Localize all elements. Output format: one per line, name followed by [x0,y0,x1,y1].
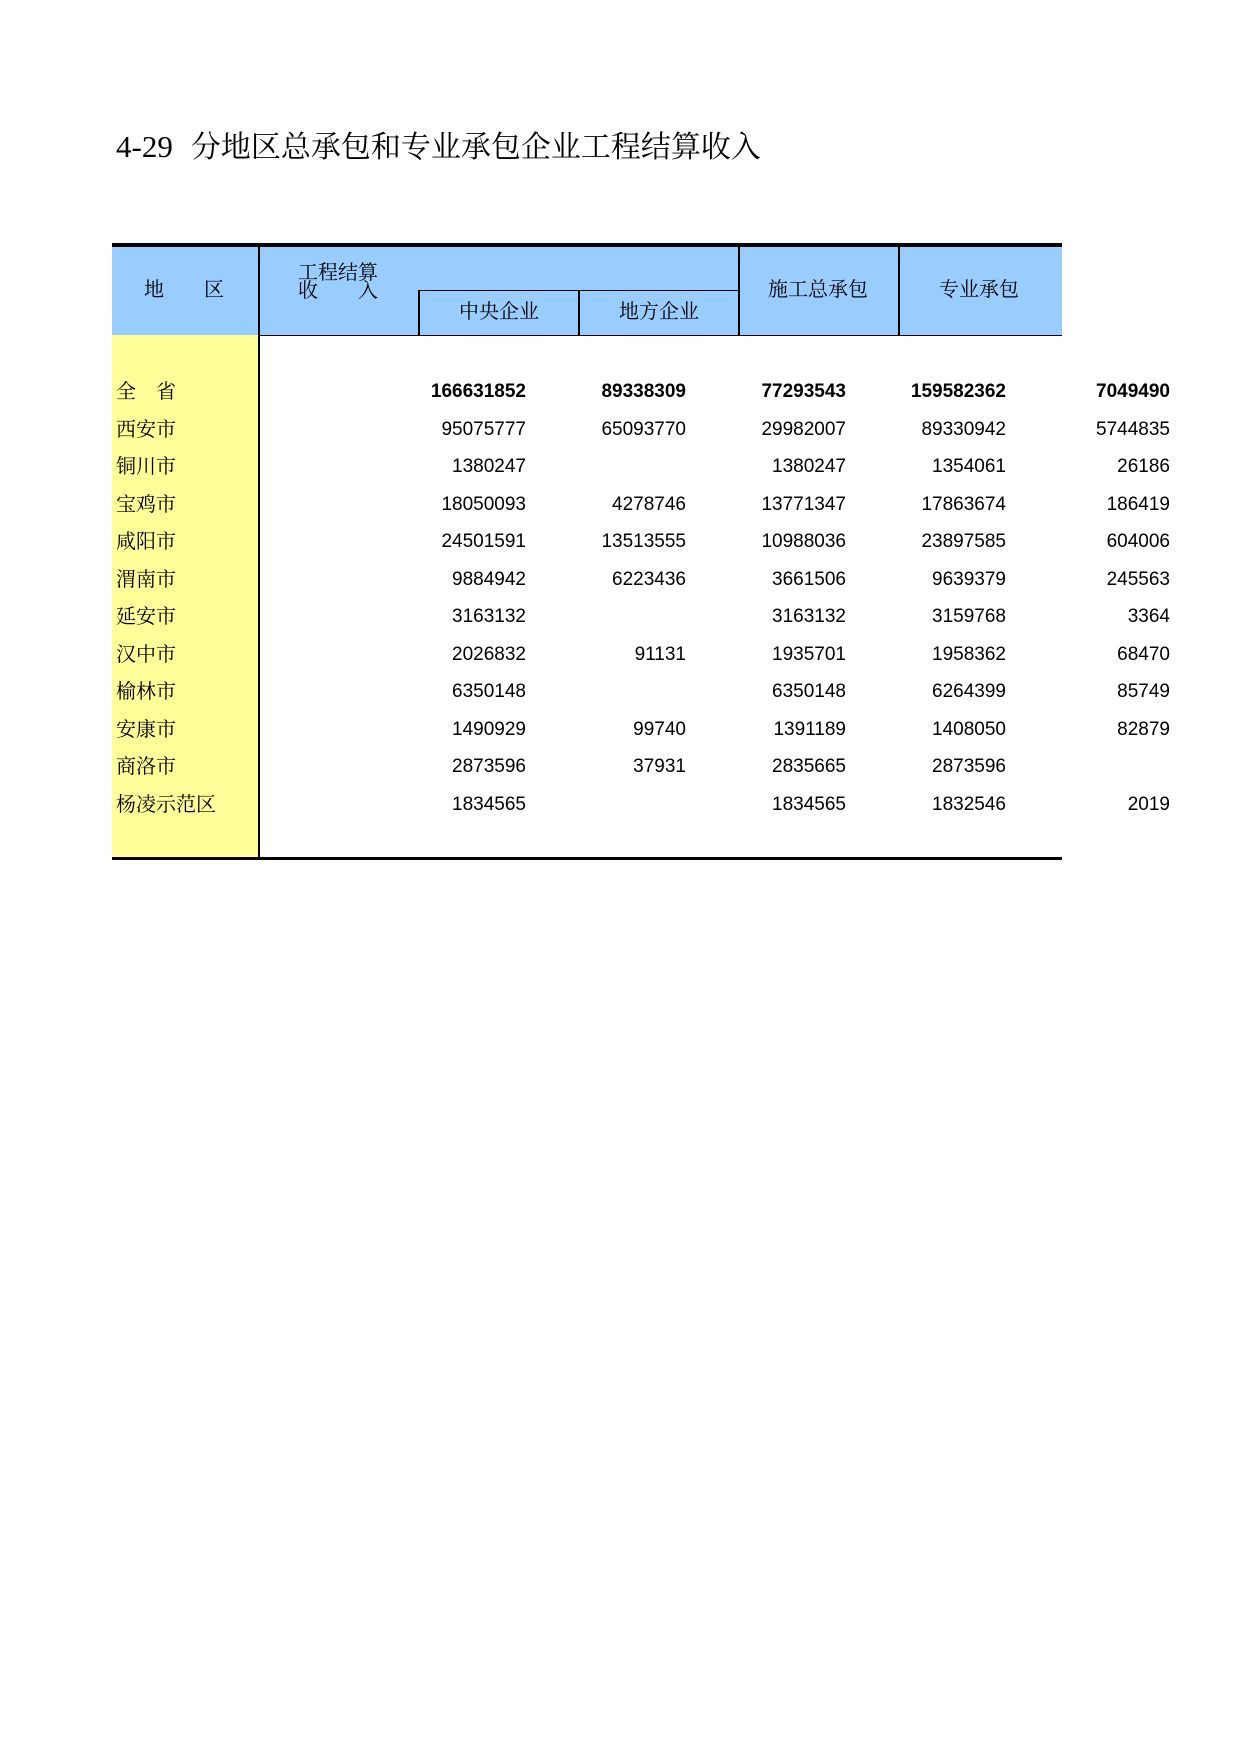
cell-region: 延安市 [116,604,176,628]
cell-local: 6350148 [772,681,846,702]
cell-local: 3661506 [772,568,846,590]
cell-local: 29982007 [761,418,846,440]
cell-central [528,786,686,823]
cell-income: 2873596 [452,756,526,777]
table-title-text: 分地区总承包和专业承包企业工程结算收入 [190,130,761,165]
cell-central [528,598,686,635]
cell-local: 77293543 [761,381,846,402]
divider-local [578,291,580,335]
table-row [112,486,1170,523]
cell-specialty-contract: 3364 [1127,606,1170,627]
cell-central [528,673,686,710]
cell-local: 1380247 [772,456,846,477]
cell-local: 1935701 [772,643,846,665]
cell-local: 2835665 [772,756,846,777]
cell-income: 1380247 [452,456,526,477]
cell-general-contract: 1354061 [932,456,1006,477]
cell-region: 全 省 [116,379,176,403]
cell-specialty-contract: 2019 [1127,793,1170,815]
cell-central: 13513555 [601,531,686,552]
header-income-line2: 收 入 [298,278,378,302]
cell-income: 2026832 [452,643,526,665]
table-row [112,673,1170,710]
cell-specialty-contract: 604006 [1106,531,1170,552]
cell-region: 汉中市 [116,641,176,666]
cell-region: 安康市 [116,716,176,741]
cell-region: 渭南市 [116,566,176,591]
cell-local: 10988036 [761,531,846,552]
table-row [112,373,1170,410]
cell-income: 24501591 [441,531,526,552]
cell-income: 3163132 [452,606,526,627]
table-header [112,247,1062,336]
table-number: 4-29 [116,129,173,164]
cell-central: 65093770 [601,418,686,440]
cell-specialty-contract: 26186 [1117,456,1170,477]
page-title [116,122,761,166]
cell-income: 18050093 [441,493,526,515]
cell-specialty-contract [1008,748,1170,785]
cell-local: 1834565 [772,793,846,815]
divider-general [738,247,740,335]
cell-specialty-contract: 68470 [1117,643,1170,665]
header-general-contract: 施工总承包 [768,277,868,301]
cell-region: 宝鸡市 [116,491,176,516]
cell-income: 1490929 [452,718,526,740]
data-table [112,243,1170,860]
cell-local: 1391189 [773,718,846,740]
divider-subheader [418,290,740,291]
cell-central: 89338309 [601,381,686,402]
table-row [112,598,1170,635]
header-region: 地 区 [144,277,224,301]
cell-income: 9884942 [452,568,526,590]
cell-specialty-contract: 85749 [1117,681,1170,702]
cell-region: 西安市 [116,416,176,441]
table-row [112,786,1170,823]
table-row [112,523,1170,560]
cell-general-contract: 17863674 [921,493,1006,515]
cell-local: 13771347 [761,493,846,515]
cell-income: 1834565 [452,793,526,815]
cell-specialty-contract: 245563 [1106,568,1170,590]
cell-local: 3163132 [772,606,846,627]
divider-central [418,291,420,335]
cell-region: 杨凌示范区 [116,791,216,816]
cell-income: 95075777 [441,418,526,440]
table-row [112,411,1170,448]
cell-central: 91131 [634,643,686,665]
cell-specialty-contract: 7049490 [1096,381,1170,402]
cell-region: 商洛市 [116,754,176,778]
table-row [112,636,1170,673]
cell-general-contract: 1408050 [932,718,1006,740]
divider-specialty [898,247,900,335]
cell-region: 咸阳市 [116,529,176,553]
table-bottom-rule [112,857,1062,860]
cell-central: 6223436 [612,568,686,590]
cell-specialty-contract: 186419 [1106,493,1170,515]
cell-region: 铜川市 [116,454,176,478]
header-specialty-contract: 专业承包 [939,277,1019,301]
cell-central: 37931 [633,756,686,777]
cell-general-contract: 3159768 [932,606,1006,627]
header-local: 地方企业 [619,299,699,323]
cell-general-contract: 89330942 [921,418,1006,440]
cell-central: 99740 [633,718,686,740]
cell-income: 166631852 [430,381,526,402]
cell-specialty-contract: 82879 [1117,718,1170,740]
header-income-line1: 工程结算 [298,260,378,284]
cell-central [528,448,686,485]
cell-region: 榆林市 [116,679,176,703]
table-row [112,748,1062,785]
cell-central: 4278746 [612,493,686,515]
cell-specialty-contract: 5744835 [1096,418,1170,440]
table-row [112,561,1170,598]
cell-general-contract: 1958362 [932,643,1006,665]
cell-general-contract: 23897585 [921,531,1006,552]
table-row [112,448,1170,485]
cell-general-contract: 2873596 [932,756,1006,777]
cell-general-contract: 9639379 [932,568,1006,590]
cell-general-contract: 1832546 [932,793,1006,815]
cell-income: 6350148 [452,681,526,702]
cell-general-contract: 6264399 [932,681,1006,702]
cell-general-contract: 159582362 [910,381,1006,402]
header-central: 中央企业 [459,299,539,323]
table-row [112,711,1170,748]
